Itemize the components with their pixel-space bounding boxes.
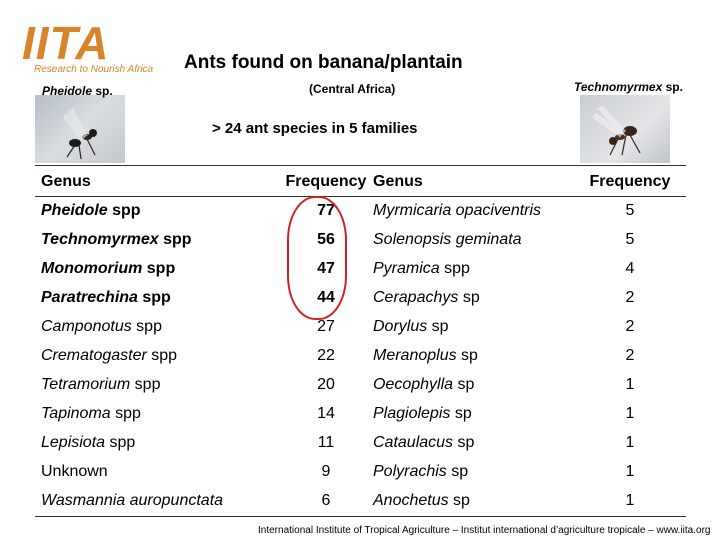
left-genus-cell [41, 289, 171, 307]
right-genus-suffix: sp [453, 376, 475, 393]
right-genus-suffix: spp [439, 260, 470, 277]
left-genus-name: Lepisiota [41, 434, 106, 451]
header-frequency-right: Frequency [589, 173, 671, 190]
right-genus-cell [373, 231, 522, 249]
left-genus-name: Tapinoma [41, 405, 111, 422]
table-row [35, 371, 686, 400]
iita-logo [22, 17, 162, 82]
pheidole-caption [42, 84, 113, 98]
left-genus-suffix: spp [107, 202, 141, 219]
ant-frequency-table [35, 168, 686, 516]
left-genus-suffix: spp [110, 405, 141, 422]
right-genus-cell [373, 347, 478, 365]
right-genus-name: Oecophylla [373, 376, 454, 393]
left-frequency-cell: 20 [317, 376, 335, 393]
right-genus-name: Plagiolepis [373, 405, 451, 422]
left-genus-suffix: spp [137, 289, 171, 306]
page-title: Ants found on banana/plantain [184, 52, 463, 73]
right-genus-name: Dorylus [373, 318, 428, 335]
header-rule [35, 196, 686, 197]
left-genus-cell [41, 231, 192, 249]
table-row [35, 458, 686, 487]
right-frequency-cell: 5 [625, 202, 635, 219]
left-genus-cell [41, 376, 160, 394]
right-genus-name: Anochetus [373, 492, 449, 509]
left-frequency-cell: 6 [321, 492, 331, 509]
right-genus-name: Solenopsis geminata [373, 231, 522, 248]
table-body [35, 197, 686, 516]
right-genus-suffix: sp [446, 463, 469, 480]
left-genus-name: Monomorium [41, 260, 143, 277]
left-genus-cell [41, 202, 141, 220]
table-row [35, 429, 686, 458]
left-frequency-cell: 9 [321, 463, 331, 480]
table-row [35, 226, 686, 255]
table-row [35, 255, 686, 284]
left-genus-name: Paratrechina [41, 289, 138, 306]
caption-left-rest: sp. [92, 84, 113, 98]
right-frequency-cell: 2 [625, 289, 635, 306]
right-genus-cell [373, 492, 470, 510]
right-genus-cell [373, 405, 472, 423]
caption-left-genus: Pheidole [42, 84, 93, 98]
table-row [35, 284, 686, 313]
right-genus-cell [373, 260, 470, 278]
left-genus-suffix: spp [142, 260, 176, 277]
page-subtitle: (Central Africa) [309, 82, 396, 96]
right-frequency-cell: 1 [625, 434, 635, 451]
caption-right-genus: Technomyrmex [574, 80, 663, 94]
table-row [35, 313, 686, 342]
right-genus-suffix: sp [448, 492, 470, 509]
right-genus-cell [373, 434, 474, 452]
footer-text: International Institute of Tropical Agriculture – Institut international d’agriculture tropicale – www.iita.org [258, 525, 711, 536]
left-genus-suffix: spp [131, 318, 162, 335]
left-genus-cell [41, 347, 177, 365]
left-genus-cell [41, 260, 175, 278]
right-frequency-cell: 1 [625, 463, 635, 480]
header-genus-left: Genus [41, 173, 91, 190]
right-genus-name: Cataulacus [373, 434, 454, 451]
left-genus-cell [41, 318, 162, 336]
highlight-oval [287, 196, 347, 320]
left-genus-suffix: spp [105, 434, 136, 451]
left-frequency-cell: 22 [317, 347, 335, 364]
ant-image [35, 95, 125, 163]
table-row [35, 342, 686, 371]
left-genus-cell [41, 463, 108, 481]
left-genus-name: Technomyrmex [41, 231, 159, 248]
left-genus-name: Crematogaster [41, 347, 147, 364]
right-genus-suffix: sp [427, 318, 449, 335]
right-genus-cell [373, 376, 474, 394]
left-genus-name: Pheidole [41, 202, 108, 219]
pheidole-photo [35, 95, 125, 163]
left-frequency-cell: 44 [317, 289, 335, 306]
table-row [35, 197, 686, 226]
right-genus-name: Myrmicaria opaciventris [373, 202, 542, 219]
technomyrmex-caption [574, 80, 683, 94]
left-genus-cell [41, 492, 223, 510]
right-genus-name: Cerapachys [373, 289, 459, 306]
left-frequency-cell: 47 [317, 260, 335, 277]
right-genus-cell [373, 463, 468, 481]
right-genus-suffix: sp [456, 347, 478, 364]
left-genus-name: Unknown [41, 463, 108, 480]
left-frequency-cell: 27 [317, 318, 335, 335]
left-genus-suffix: spp [158, 231, 192, 248]
header-genus-right: Genus [373, 173, 423, 190]
left-frequency-cell: 14 [317, 405, 335, 422]
logo-tagline: Research to Nourish Africa [34, 64, 154, 75]
table-header-row [35, 168, 686, 197]
left-genus-suffix: spp [130, 376, 161, 393]
left-genus-cell [41, 405, 141, 423]
table-row [35, 487, 686, 516]
right-frequency-cell: 5 [625, 231, 635, 248]
right-genus-cell [373, 289, 480, 307]
right-frequency-cell: 1 [625, 492, 635, 509]
right-frequency-cell: 1 [625, 405, 635, 422]
ant-image [580, 95, 670, 163]
left-frequency-cell: 11 [317, 434, 335, 451]
right-genus-cell [373, 318, 449, 336]
left-genus-cell [41, 434, 135, 452]
right-genus-suffix: sp [453, 434, 475, 451]
left-genus-name: Tetramorium [41, 376, 131, 393]
caption-right-rest: sp. [662, 80, 683, 94]
right-frequency-cell: 1 [625, 376, 635, 393]
technomyrmex-photo [580, 95, 670, 163]
right-frequency-cell: 4 [625, 260, 635, 277]
right-genus-name: Pyramica [373, 260, 440, 277]
header-frequency-left: Frequency [285, 173, 367, 190]
left-genus-name: Wasmannia auropunctata [41, 492, 224, 509]
left-frequency-cell: 77 [317, 202, 335, 219]
right-genus-cell [373, 202, 541, 220]
left-frequency-cell: 56 [317, 231, 335, 248]
table-row [35, 400, 686, 429]
left-genus-suffix: spp [146, 347, 178, 364]
species-summary: > 24 ant species in 5 families [212, 120, 418, 137]
right-genus-suffix: sp [450, 405, 472, 422]
right-genus-suffix: sp [458, 289, 480, 306]
right-genus-name: Meranoplus [373, 347, 457, 364]
left-genus-name: Camponotus [41, 318, 132, 335]
right-frequency-cell: 2 [625, 347, 635, 364]
logo-wordmark: IITA [22, 17, 110, 69]
right-genus-name: Polyrachis [373, 463, 447, 480]
table-bottom-rule [35, 516, 686, 517]
table-top-rule [35, 165, 686, 166]
right-frequency-cell: 2 [625, 318, 635, 335]
